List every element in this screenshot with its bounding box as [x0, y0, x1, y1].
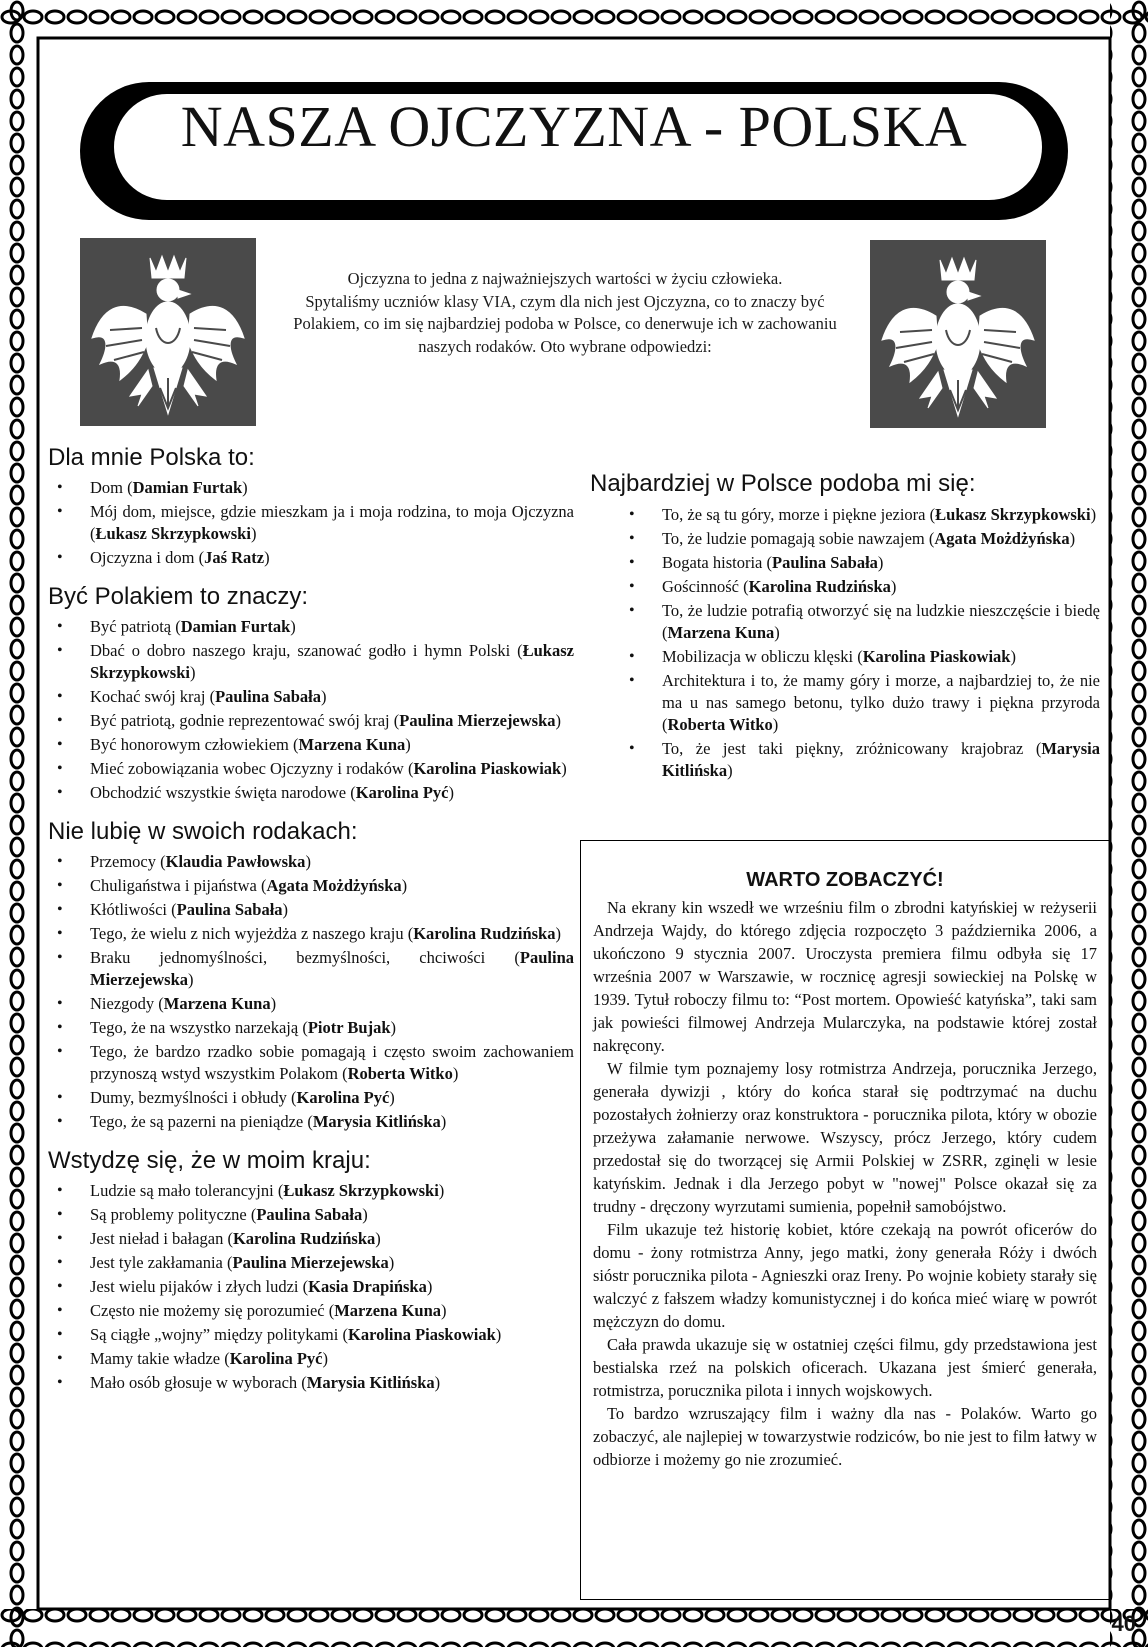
list-item: • To, że jest taki piękny, zróżnicowany krajobraz (Marysia Kitlińska): [662, 738, 1100, 782]
list-item: • Są problemy polityczne (Paulina Sabała): [90, 1204, 574, 1226]
intro-line-2: Spytaliśmy uczniów klasy VIA, czym dla nich jest Ojczyzna, co to znaczy być Polakiem, co im się najbardziej podoba w Polsce, co denerwuje ich w zachowaniu naszych rodaków. Oto wybrane odpowiedzi:: [293, 291, 837, 356]
answer-author: Damian Furtak: [180, 617, 291, 636]
answer-text: To, że jest taki piękny, zróżnicowany krajobraz: [662, 739, 1024, 758]
page-number: 40: [1111, 1611, 1136, 1636]
answer-author: Paulina Mierzejewska: [232, 1253, 389, 1272]
answer-author: Roberta Witko: [667, 715, 773, 734]
answer-author: Jaś Ratz: [204, 548, 265, 567]
list-item: • Bogata historia (Paulina Sabała): [662, 552, 1100, 574]
answer-author: Paulina Mierzejewska: [399, 711, 556, 730]
answer-text: Mieć zobowiązania wobec Ojczyzny i rodaków: [90, 759, 404, 778]
film-review-paragraph: Cała prawda ukazuje się w ostatniej części filmu, gdy przedstawiona jest bestialska rzeź na polskich oficerach. Ukazana jest śmierć generała, rotmistrza, porucznika pilota i innych wojskowych.: [593, 1335, 1097, 1400]
answer-author: Marzena Kuna: [163, 994, 271, 1013]
list-item: • Architektura i to, że mamy góry i morze, a najbardziej to, że nie ma u nas samego betonu, tylko dużo trawy i piękna przyroda (Roberta Witko): [662, 670, 1100, 736]
answer-author: Łukasz Skrzypkowski: [95, 524, 251, 543]
film-review-paragraph: Na ekrany kin wszedł we wrześniu film o zbrodni katyńskiej w reżyserii Andrzeja Wajdy, do którego zdjęcia rozpoczęto 3 października 2006, a ukończono 9 stycznia 2007. Uroczysta premiera filmu odbyła się 17 września 2007 w Warszawie, w rocznicę agresji sowieckiej na Polskę w 1939. Tytuł roboczy filmu to: “Post mortem. Opowieść katyńska”, taki sam jak powieści filmowej Andrzeja Mularczyka, na podstawie której został nakręcony.: [593, 898, 1097, 1055]
answer-author: Piotr Bujak: [307, 1018, 391, 1037]
list-item: • Być honorowym człowiekiem (Marzena Kuna): [90, 734, 574, 756]
list-item: • Być patriotą, godnie reprezentować swój kraj (Paulina Mierzejewska): [90, 710, 574, 732]
answer-author: Karolina Pyć: [296, 1088, 390, 1107]
answer-text: Mało osób głosuje w wyborach: [90, 1373, 298, 1392]
answer-author: Karolina Rudzińska: [232, 1229, 376, 1248]
list-item: • Ojczyzna i dom (Jaś Ratz): [90, 547, 574, 569]
answer-text: Kochać swój kraj: [90, 687, 206, 706]
answer-author: Marysia Kitlińska: [306, 1373, 435, 1392]
answer-text: Braku jednomyślności, bezmyślności, chciwości: [90, 948, 486, 967]
answer-text: Mój dom, miejsce, gdzie mieszkam ja i moja rodzina, to moja Ojczyzna: [90, 502, 574, 521]
answer-author: Paulina Mierzejewska: [90, 948, 574, 989]
white-eagle-emblem-icon: [870, 240, 1046, 428]
list-item: • Obchodzić wszystkie święta narodowe (Karolina Pyć): [90, 782, 574, 804]
answer-author: Karolina Pyć: [229, 1349, 323, 1368]
answer-text: Ludzie są mało tolerancyjni: [90, 1181, 274, 1200]
answer-text: To, że ludzie pomagają sobie nawzajem: [662, 529, 925, 548]
list-item: • Kłótliwości (Paulina Sabała): [90, 899, 574, 921]
answer-text: Architektura i to, że mamy góry i morze, a najbardziej to, że nie ma u nas samego betonu, tylko dużo trawy i piękna przyroda: [662, 671, 1100, 712]
section-heading: Być Polakiem to znaczy:: [48, 583, 309, 610]
answer-author: Marysia Kitlińska: [662, 739, 1101, 780]
list-item: • Jest tyle zakłamania (Paulina Mierzejewska): [90, 1252, 574, 1274]
answer-text: Często nie możemy się porozumieć: [90, 1301, 325, 1320]
intro-text: [275, 268, 855, 358]
list-item: • Dom (Damian Furtak): [90, 477, 574, 499]
answer-text: Gościnność: [662, 577, 739, 596]
list-item: • Gościnność (Karolina Rudzińska): [662, 576, 1100, 598]
answer-text: Ojczyzna i dom: [90, 548, 195, 567]
list-item: • Braku jednomyślności, bezmyślności, chciwości (Paulina Mierzejewska): [90, 947, 574, 991]
answer-text: Być patriotą: [90, 617, 172, 636]
answer-text: To, że są tu góry, morze i piękne jeziora: [662, 505, 926, 524]
answer-author: Karolina Piaskowiak: [413, 759, 562, 778]
answer-text: Tego, że bardzo rzadko sobie pomagają i często swoim zachowaniem przynoszą wstyd wszystkim Polakom: [90, 1042, 574, 1083]
answer-author: Paulina Sabała: [256, 1205, 363, 1224]
list-item: • Przemocy (Klaudia Pawłowska): [90, 851, 574, 873]
answer-text: Przemocy: [90, 852, 156, 871]
section-heading: Dla mnie Polska to:: [48, 444, 255, 471]
list-item: • Tego, że bardzo rzadko sobie pomagają i często swoim zachowaniem przynoszą wstyd wszystkim Polakom (Roberta Witko): [90, 1041, 574, 1085]
list-item: • To, że ludzie potrafią otworzyć się na ludzkie nieszczęście i biedę (Marzena Kuna): [662, 600, 1100, 644]
list-item: • Tego, że na wszystko narzekają (Piotr Bujak): [90, 1017, 574, 1039]
film-review-paragraph: W filmie tym poznajemy losy rotmistrza Andrzeja, porucznika Jerzego, generała dywizji , który do końca starał się podtrzymać na duchu pozostałych żołnierzy oraz konstruktora - porucznika pilota, który w obozie przeżywa załamanie nerwowe. Wszyscy, prócz Jerzego, który cudem przedostał się do tworzącej się Armii Polskiej w ZSRR, zginęli w lesie katyńskim. Jednak i dla Jerzego pobyt w "nowej" Polsce okazał się za trudny - dręczony wyrzutami sumienia, popełnił samobójstwo.: [593, 1059, 1097, 1216]
answer-text: Są problemy polityczne: [90, 1205, 247, 1224]
answer-text: Niezgody: [90, 994, 155, 1013]
answer-author: Damian Furtak: [132, 478, 243, 497]
section-heading: Najbardziej w Polsce podoba mi się:: [590, 470, 976, 497]
answer-author: Karolina Piaskowiak: [862, 647, 1011, 666]
answer-author: Łukasz Skrzypkowski: [283, 1181, 439, 1200]
list-item: • Mieć zobowiązania wobec Ojczyzny i rodaków (Karolina Piaskowiak): [90, 758, 574, 780]
answer-text: Być patriotą, godnie reprezentować swój kraj: [90, 711, 390, 730]
list-item: • Być patriotą (Damian Furtak): [90, 616, 574, 638]
answer-author: Marysia Kitlińska: [312, 1112, 441, 1131]
list-item: • Niezgody (Marzena Kuna): [90, 993, 574, 1015]
answer-author: Marzena Kuna: [298, 735, 406, 754]
section-heading: Nie lubię w swoich rodakach:: [48, 818, 358, 845]
answer-text: Dbać o dobro naszego kraju, szanować godło i hymn Polski: [90, 641, 511, 660]
film-review-box: [580, 840, 1110, 1600]
list-item: • Chuligaństwa i pijaństwa (Agata Możdżyńska): [90, 875, 574, 897]
answer-author: Marzena Kuna: [334, 1301, 442, 1320]
film-review-paragraph: Film ukazuje też historię kobiet, które czekają na powrót oficerów do domu - żony rotmistrza Anny, jego matki, żony generała Róży i dwóch sióstr porucznika pilota - Agnieszki oraz Ireny. Po wojnie kobiety starały się walczyć z fałszem władzy komunistycznej i do końca mieć wiarę w powrót mężczyzn do domu.: [593, 1220, 1097, 1331]
right-column: [590, 470, 1100, 796]
list-item: • Są ciągłe „wojny” między politykami (Karolina Piaskowiak): [90, 1324, 574, 1346]
list-item: • Często nie możemy się porozumieć (Marzena Kuna): [90, 1300, 574, 1322]
list-item: • Mało osób głosuje w wyborach (Marysia Kitlińska): [90, 1372, 574, 1394]
answer-text: Jest tyle zakłamania: [90, 1253, 223, 1272]
list-item: • Kochać swój kraj (Paulina Sabała): [90, 686, 574, 708]
answer-author: Karolina Piaskowiak: [347, 1325, 496, 1344]
answer-text: Jest nieład i bałagan: [90, 1229, 224, 1248]
answer-text: Być honorowym człowiekiem: [90, 735, 289, 754]
list-item: • To, że są tu góry, morze i piękne jeziora (Łukasz Skrzypkowski): [662, 504, 1100, 526]
list-item: • Ludzie są mało tolerancyjni (Łukasz Skrzypkowski): [90, 1180, 574, 1202]
answer-text: Tego, że wielu z nich wyjeżdża z naszego kraju: [90, 924, 404, 943]
answer-text: Tego, że są pazerni na pieniądze: [90, 1112, 304, 1131]
list-item: • Dumy, bezmyślności i obłudy (Karolina Pyć): [90, 1087, 574, 1109]
film-review-title: WARTO ZOBACZYĆ!: [746, 869, 944, 891]
answer-author: Kasia Drapińska: [308, 1277, 427, 1296]
answer-author: Karolina Rudzińska: [413, 924, 556, 943]
list-item: • To, że ludzie pomagają sobie nawzajem (Agata Możdżyńska): [662, 528, 1100, 550]
answer-author: Klaudia Pawłowska: [165, 852, 306, 871]
answer-text: Kłótliwości: [90, 900, 167, 919]
answer-text: To, że ludzie potrafią otworzyć się na ludzkie nieszczęście i biedę: [662, 601, 1100, 620]
answer-text: Dom: [90, 478, 123, 497]
answer-text: Mobilizacja w obliczu klęski: [662, 647, 854, 666]
answer-text: Chuligaństwa i pijaństwa: [90, 876, 257, 895]
answer-author: Karolina Rudzińska: [748, 577, 891, 596]
answer-author: Łukasz Skrzypkowski: [90, 641, 574, 682]
left-column: [48, 444, 574, 1408]
list-item: • Jest wielu pijaków i złych ludzi (Kasia Drapińska): [90, 1276, 574, 1298]
list-item: • Tego, że wielu z nich wyjeżdża z naszego kraju (Karolina Rudzińska): [90, 923, 574, 945]
list-item: • Dbać o dobro naszego kraju, szanować godło i hymn Polski (Łukasz Skrzypkowski): [90, 640, 574, 684]
answer-author: Paulina Sabała: [215, 687, 322, 706]
section-list: [48, 616, 574, 804]
section-list: [590, 504, 1100, 782]
answer-author: Karolina Pyć: [355, 783, 449, 802]
answer-author: Marzena Kuna: [667, 623, 775, 642]
film-review-paragraph: To bardzo wzruszający film i ważny dla nas - Polaków. Warto go zobaczyć, ale najlepiej w towarzystwie rodziców, bo nie jest to film łatwy w odbiorze i możemy go nie zrozumieć.: [593, 1404, 1097, 1469]
answer-text: Tego, że na wszystko narzekają: [90, 1018, 299, 1037]
answer-text: Obchodzić wszystkie święta narodowe: [90, 783, 347, 802]
list-item: • Tego, że są pazerni na pieniądze (Marysia Kitlińska): [90, 1111, 574, 1133]
section-heading: Wstydzę się, że w moim kraju:: [48, 1147, 371, 1174]
list-item: • Mamy takie władze (Karolina Pyć): [90, 1348, 574, 1370]
list-item: • Mobilizacja w obliczu klęski (Karolina Piaskowiak): [662, 646, 1100, 668]
list-item: • Mój dom, miejsce, gdzie mieszkam ja i moja rodzina, to moja Ojczyzna (Łukasz Skrzypkowski): [90, 501, 574, 545]
intro-line-1: Ojczyzna to jedna z najważniejszych wartości w życiu człowieka.: [347, 269, 783, 288]
answer-text: Mamy takie władze: [90, 1349, 221, 1368]
answer-text: Dumy, bezmyślności i obłudy: [90, 1088, 287, 1107]
answer-author: Łukasz Skrzypkowski: [935, 505, 1091, 524]
section-list: [48, 1180, 574, 1394]
white-eagle-emblem-icon: [80, 238, 256, 426]
answer-author: Agata Możdżyńska: [934, 529, 1070, 548]
answer-author: Agata Możdżyńska: [266, 876, 402, 895]
page-title: NASZA OJCZYZNA - POLSKA: [180, 94, 968, 159]
section-list: [48, 477, 574, 569]
answer-text: Są ciągłe „wojny” między politykami: [90, 1325, 339, 1344]
answer-author: Paulina Sabała: [176, 900, 283, 919]
answer-text: Jest wielu pijaków i złych ludzi: [90, 1277, 299, 1296]
answer-text: Bogata historia: [662, 553, 763, 572]
list-item: • Jest nieład i bałagan (Karolina Rudzińska): [90, 1228, 574, 1250]
answer-author: Roberta Witko: [347, 1064, 453, 1083]
section-list: [48, 851, 574, 1133]
answer-author: Paulina Sabała: [771, 553, 878, 572]
